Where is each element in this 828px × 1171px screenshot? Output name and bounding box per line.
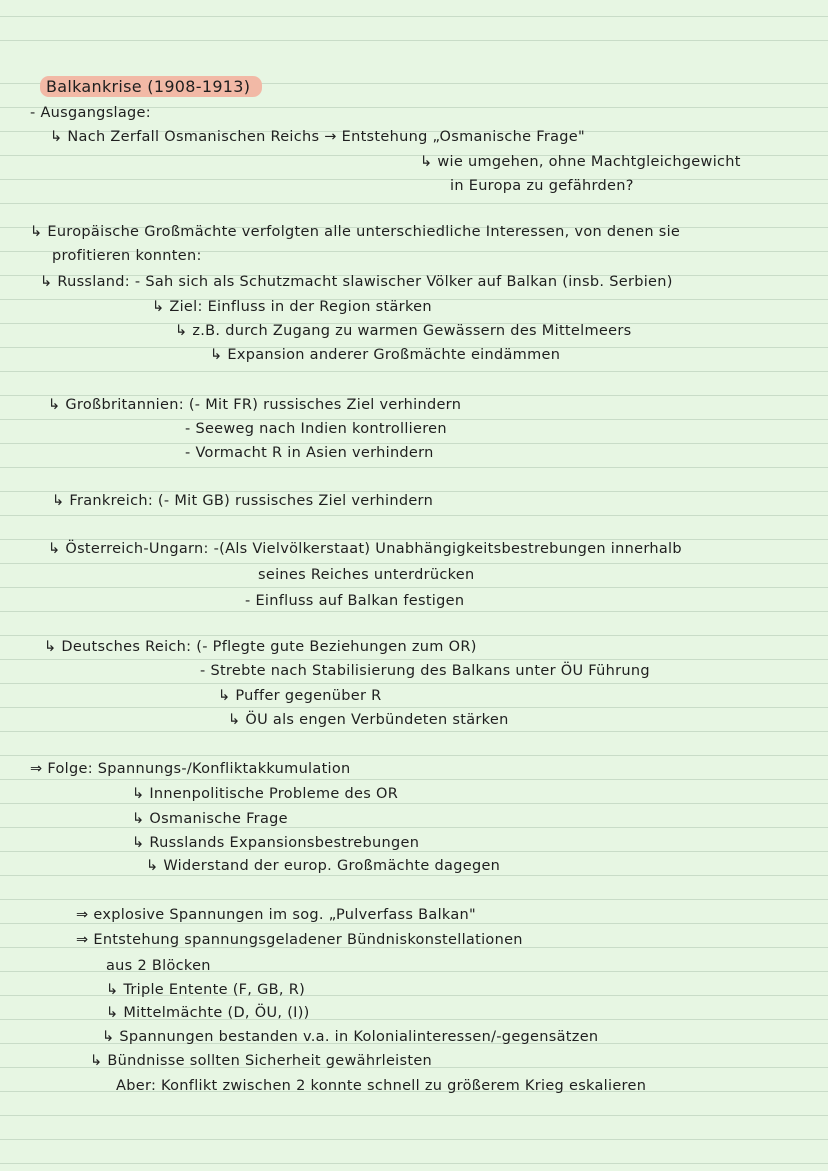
- note-line: ↳ Mittelmächte (D, ÖU, (I)): [106, 1005, 310, 1021]
- note-line: ↳ Expansion anderer Großmächte eindämmen: [210, 347, 561, 363]
- note-line: ↳ Bündnisse sollten Sicherheit gewährleisten: [90, 1053, 433, 1069]
- note-line: in Europa zu gefährden?: [450, 178, 634, 194]
- title-highlight: Balkankrise (1908-1913): [40, 76, 262, 97]
- note-line: ↳ Deutsches Reich: (- Pflegte gute Beziehungen zum OR): [44, 639, 477, 655]
- note-line: ↳ Frankreich: (- Mit GB) russisches Ziel verhindern: [52, 493, 434, 509]
- note-line: profitieren konnten:: [52, 248, 202, 264]
- note-line: ↳ Innenpolitische Probleme des OR: [132, 786, 399, 802]
- note-line: ↳ Österreich-Ungarn: -(Als Vielvölkerstaat) Unabhängigkeitsbestrebungen innerhalb: [48, 541, 682, 557]
- note-line: ↳ Osmanische Frage: [132, 811, 288, 827]
- note-line: - Seeweg nach Indien kontrollieren: [185, 421, 447, 437]
- note-line: - Vormacht R in Asien verhindern: [185, 445, 434, 461]
- note-line: aus 2 Blöcken: [106, 958, 211, 974]
- note-line: ↳ Großbritannien: (- Mit FR) russisches Ziel verhindern: [48, 397, 462, 413]
- note-line: ↳ Spannungen bestanden v.a. in Kolonialinteressen/-gegensätzen: [102, 1029, 599, 1045]
- note-line: ↳ z.B. durch Zugang zu warmen Gewässern des Mittelmeers: [175, 323, 632, 339]
- note-line: ↳ Russlands Expansionsbestrebungen: [132, 835, 420, 851]
- note-line: - Einfluss auf Balkan festigen: [245, 593, 465, 609]
- note-line: - Strebte nach Stabilisierung des Balkans unter ÖU Führung: [200, 663, 650, 679]
- note-line: ⇒ Folge: Spannungs-/Konfliktakkumulation: [30, 761, 351, 777]
- note-line: ↳ Nach Zerfall Osmanischen Reichs → Entstehung „Osmanische Frage": [50, 129, 585, 145]
- note-line: ⇒ explosive Spannungen im sog. „Pulverfass Balkan": [76, 907, 477, 923]
- note-line: ↳ Ziel: Einfluss in der Region stärken: [152, 299, 432, 315]
- note-line: ↳ Triple Entente (F, GB, R): [106, 982, 306, 998]
- note-line: seines Reiches unterdrücken: [258, 567, 475, 583]
- note-line: - Ausgangslage:: [30, 105, 151, 121]
- note-line: ↳ Puffer gegenüber R: [218, 688, 382, 704]
- note-line: Aber: Konflikt zwischen 2 konnte schnell zu größerem Krieg eskalieren: [116, 1078, 647, 1094]
- note-line: ↳ Widerstand der europ. Großmächte dagegen: [146, 858, 501, 874]
- note-line: ↳ ÖU als engen Verbündeten stärken: [228, 712, 509, 728]
- note-line: ⇒ Entstehung spannungsgeladener Bündniskonstellationen: [76, 932, 523, 948]
- note-line: ↳ wie umgehen, ohne Machtgleichgewicht: [420, 154, 741, 170]
- note-line: ↳ Europäische Großmächte verfolgten alle unterschiedliche Interessen, von denen sie: [30, 224, 681, 240]
- note-line: ↳ Russland: - Sah sich als Schutzmacht slawischer Völker auf Balkan (insb. Serbien): [40, 274, 673, 290]
- page-title: [40, 78, 262, 97]
